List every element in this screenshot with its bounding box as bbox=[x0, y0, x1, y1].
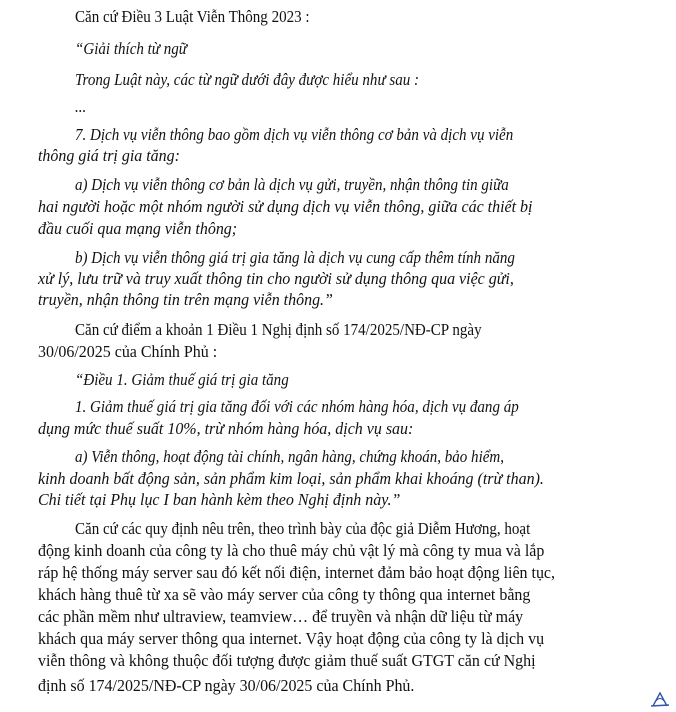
text-line: a) Viễn thông, hoạt động tài chính, ngân hàng, chứng khoán, bảo hiểm, bbox=[75, 447, 505, 466]
text-line: khách hàng thuê từ xa sẽ vào máy server của công ty thông qua internet bằng bbox=[38, 585, 531, 604]
text-line: “Điều 1. Giảm thuế giá trị gia tăng bbox=[75, 370, 289, 389]
text-line: dụng mức thuế suất 10%, trừ nhóm hàng hóa, dịch vụ sau: bbox=[38, 419, 414, 438]
signature-mark-icon bbox=[650, 690, 670, 708]
text-line: động kinh doanh của công ty là cho thuê máy chủ vật lý mà công ty mua và lắp bbox=[38, 541, 545, 560]
text-line: ... bbox=[75, 97, 87, 116]
text-line: xử lý, lưu trữ và truy xuất thông tin cho người sử dụng thông qua việc gửi, bbox=[38, 269, 514, 288]
text-line: 30/06/2025 của Chính Phủ : bbox=[38, 342, 218, 361]
text-line: “Giải thích từ ngữ bbox=[75, 39, 187, 58]
text-line: khách qua máy server thông qua internet. Vậy hoạt động của công ty là dịch vụ bbox=[38, 629, 545, 648]
text-line: a) Dịch vụ viễn thông cơ bản là dịch vụ gửi, truyền, nhận thông tin giữa bbox=[75, 175, 509, 194]
text-line: Căn cứ điểm a khoản 1 Điều 1 Nghị định số 174/2025/NĐ-CP ngày bbox=[75, 320, 482, 339]
text-line: thông giá trị gia tăng: bbox=[38, 146, 180, 165]
text-line: Căn cứ các quy định nêu trên, theo trình bày của độc giả Diễm Hương, hoạt bbox=[75, 519, 531, 538]
text-line: định số 174/2025/NĐ-CP ngày 30/06/2025 của Chính Phủ. bbox=[38, 676, 415, 695]
text-line: hai người hoặc một nhóm người sử dụng dịch vụ viễn thông, giữa các thiết bị bbox=[38, 197, 533, 216]
text-line: Chi tiết tại Phụ lục I ban hành kèm theo Nghị định này.” bbox=[38, 490, 401, 509]
text-line: Trong Luật này, các từ ngữ dưới đây được hiểu như sau : bbox=[75, 70, 420, 89]
text-line: kinh doanh bất động sản, sản phẩm kim loại, sản phẩm khai khoáng (trừ than). bbox=[38, 469, 544, 488]
text-line: 7. Dịch vụ viễn thông bao gồm dịch vụ viễn thông cơ bản và dịch vụ viễn bbox=[75, 125, 514, 144]
text-line: 1. Giảm thuế giá trị gia tăng đối với các nhóm hàng hóa, dịch vụ đang áp bbox=[75, 397, 519, 416]
text-line: đầu cuối qua mạng viễn thông; bbox=[38, 219, 238, 238]
text-line: ráp hệ thống máy server sau đó kết nối điện, internet đảm bảo hoạt động liên tục, bbox=[38, 563, 556, 582]
text-line: các phần mềm như ultraview, teamview… để truyền và nhận dữ liệu từ máy bbox=[38, 607, 524, 626]
text-line: truyền, nhận thông tin trên mạng viễn thông.” bbox=[38, 290, 333, 309]
text-line: b) Dịch vụ viễn thông giá trị gia tăng là dịch vụ cung cấp thêm tính năng bbox=[75, 248, 515, 267]
text-line: Căn cứ Điều 3 Luật Viễn Thông 2023 : bbox=[75, 7, 310, 26]
text-line: viễn thông và không thuộc đối tượng được giảm thuế suất GTGT căn cứ Nghị bbox=[38, 651, 536, 670]
